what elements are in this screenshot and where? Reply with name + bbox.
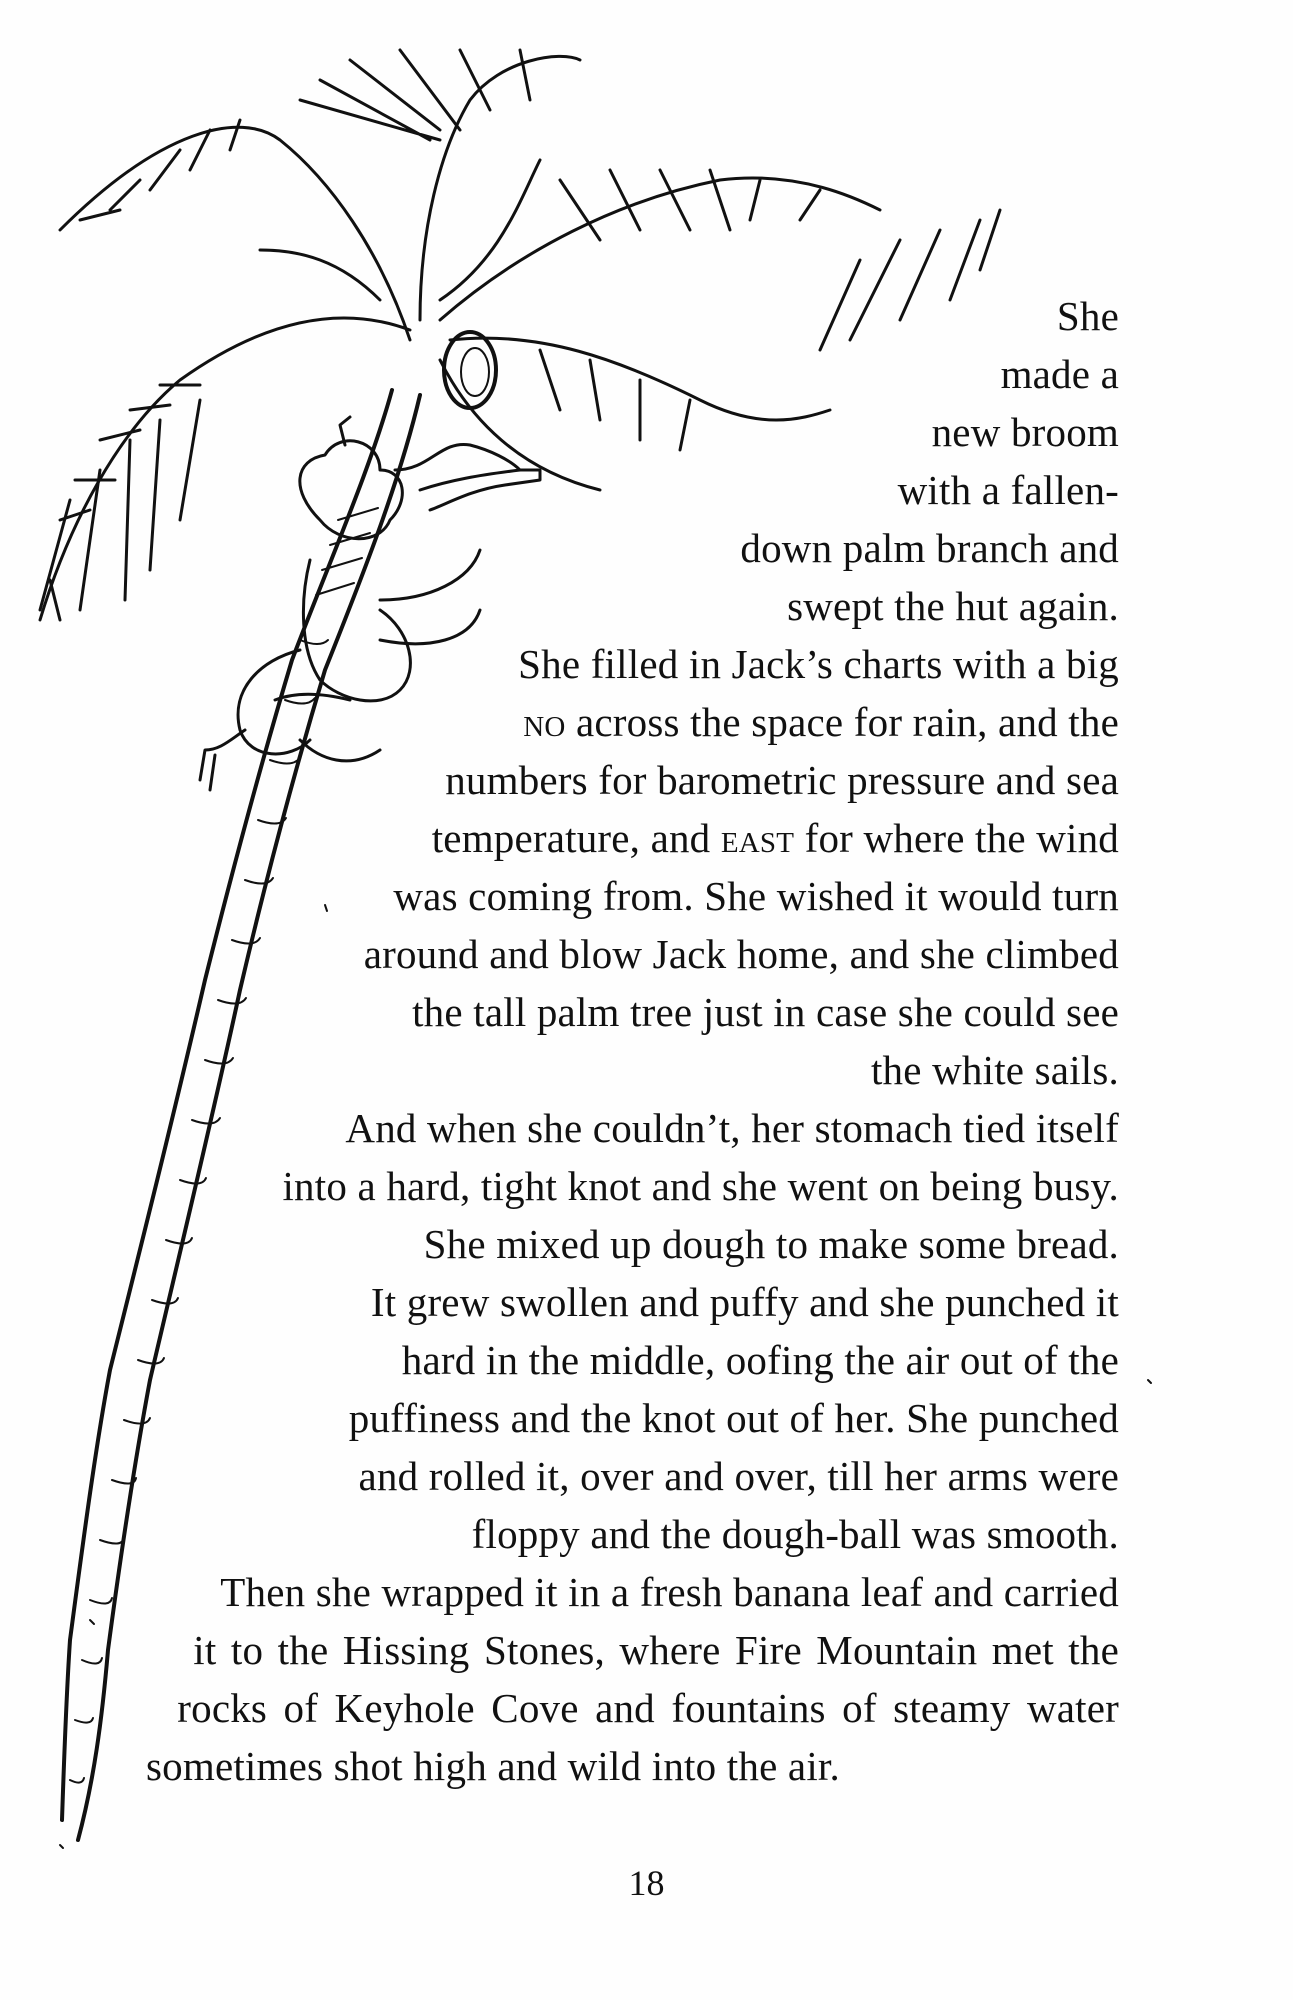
small-caps-east: east [720,815,795,861]
text-line: floppy and the dough-ball was smooth. [471,1511,1119,1557]
small-caps-no: no [523,699,566,745]
page-number: 18 [628,1863,665,1903]
text-line: swept the hut again. [787,583,1119,629]
text-line: the tall palm tree just in case she could see [412,989,1119,1035]
text-line-fragment: for where the wind [804,815,1119,861]
text-line: it to the Hissing Stones, where Fire Mountain met the [193,1627,1119,1673]
text-line: She filled in Jack’s charts with a big [518,641,1119,687]
text-line: made a [1000,351,1119,397]
text-line-fragment: temperature, and [431,815,711,861]
text-line-fragment: across the space for rain, and the [576,699,1119,745]
text-line: new broom [931,409,1119,455]
text-line: into a hard, tight knot and she went on being busy. [282,1163,1119,1209]
text-line: and rolled it, over and over, till her arms were [358,1453,1119,1499]
text-line: with a fallen- [897,467,1119,513]
text-line: And when she couldn’t, her stomach tied itself [345,1105,1119,1151]
text-line: It grew swollen and puffy and she punched it [370,1279,1119,1325]
text-line: around and blow Jack home, and she climbed [363,931,1119,977]
text-line: She [1056,293,1119,339]
text-line: Then she wrapped it in a fresh banana leaf and carried [220,1569,1119,1615]
text-line: the white sails. [870,1047,1119,1093]
text-line: sometimes shot high and wild into the air. [146,1743,840,1789]
text-line [523,693,1119,751]
text-line: hard in the middle, oofing the air out of the [401,1337,1119,1383]
text-line: rocks of Keyhole Cove and fountains of steamy water [177,1685,1119,1731]
text-line: puffiness and the knot out of her. She punched [348,1395,1119,1441]
text-line: was coming from. She wished it would turn [393,873,1119,919]
text-line: down palm branch and [740,525,1119,571]
text-line: She mixed up dough to make some bread. [423,1221,1119,1267]
climbing-girl [200,417,540,790]
text-line [432,809,1119,867]
text-line: numbers for barometric pressure and sea [445,757,1119,803]
